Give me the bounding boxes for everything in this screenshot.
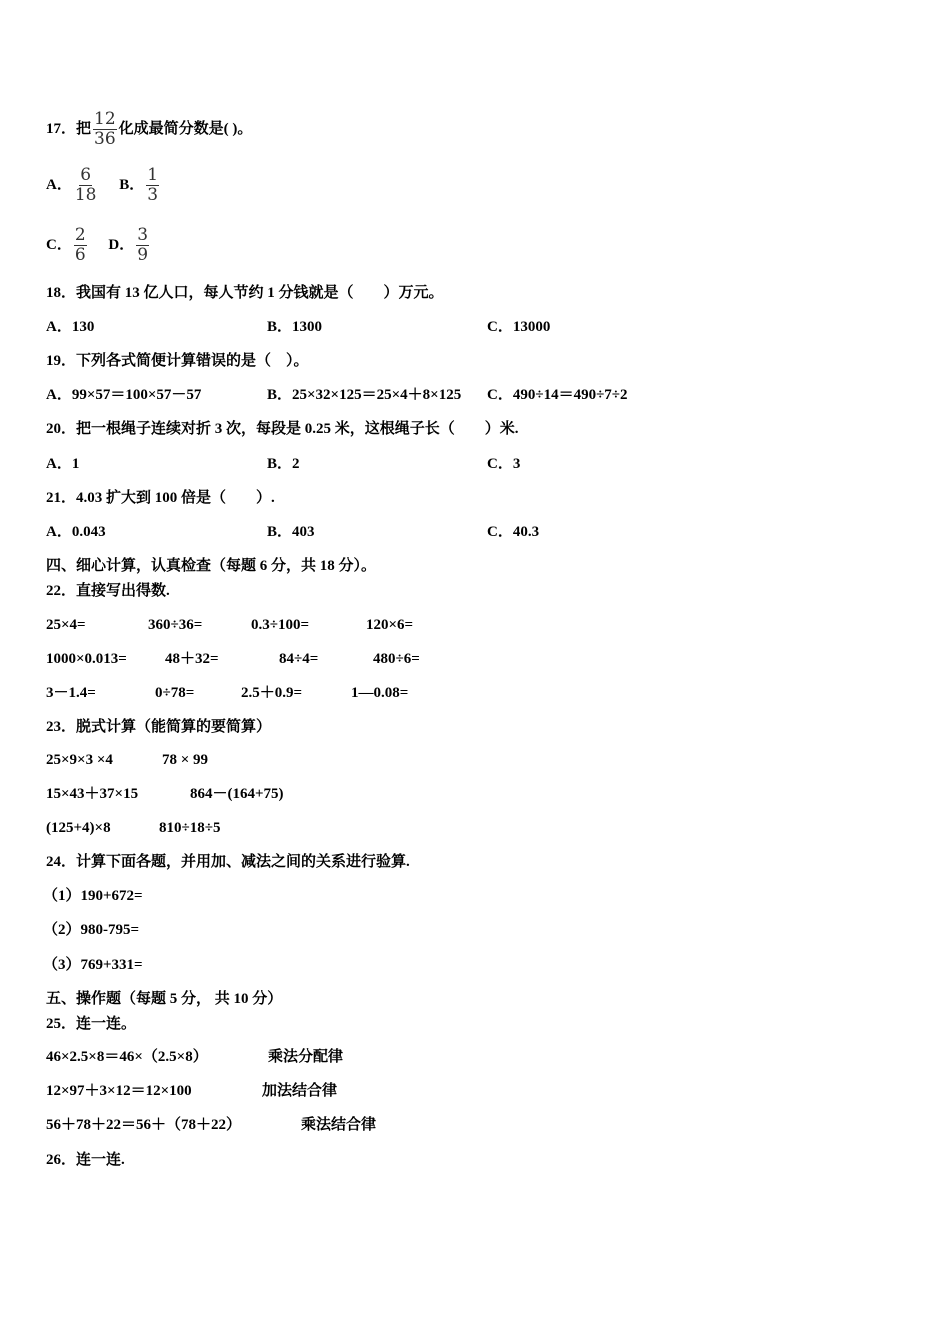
q25-right-law[interactable]: 乘法结合律 <box>301 1117 377 1133</box>
q23-expression: 864－(164+75) <box>190 786 284 802</box>
q22-expression: 1000×0.013= <box>46 651 127 667</box>
q17-option-d-fraction: $\frac{3}{9}$ <box>137 225 149 265</box>
q19-option-a[interactable]: A．99×57＝100×57－57 <box>46 387 202 403</box>
q24-item-2: （2）980-795= <box>43 922 140 938</box>
q22-expression: 1—0.08= <box>351 685 409 701</box>
q25-right-law[interactable]: 乘法分配律 <box>268 1049 344 1065</box>
question-22-stem: 22．直接写出得数. <box>46 583 170 599</box>
q21-option-c[interactable]: C．40.3 <box>487 524 540 540</box>
q17-option-a-fraction: $\frac{6}{18}$ <box>74 165 97 205</box>
q22-expression: 84÷4= <box>279 651 319 667</box>
section-5-heading: 五、操作题（每题 5 分， 共 10 分） <box>46 991 283 1007</box>
q17-prefix: 17．把 <box>46 120 92 137</box>
q17-options-row-1 <box>46 166 161 205</box>
question-24-stem: 24．计算下面各题，并用加、减法之间的关系进行验算. <box>46 854 410 870</box>
q25-right-law[interactable]: 加法结合律 <box>262 1083 338 1099</box>
q19-option-b[interactable]: B．25×32×125＝25×4＋8×125 <box>267 387 462 403</box>
q21-option-b[interactable]: B．403 <box>267 524 315 540</box>
q24-item-3: （3）769+331= <box>43 957 143 973</box>
q17-option-c-fraction: $\frac{2}{6}$ <box>74 225 86 265</box>
q23-expression: 15×43＋37×15 <box>46 786 139 802</box>
q23-expression: 810÷18÷5 <box>159 820 221 836</box>
q25-left-expression[interactable]: 56＋78＋22＝56＋（78＋22） <box>46 1117 242 1133</box>
q18-option-b[interactable]: B．1300 <box>267 319 323 335</box>
q22-expression: 480÷6= <box>373 651 420 667</box>
question-25-stem: 25．连一连。 <box>46 1016 137 1032</box>
q20-option-a[interactable]: A．1 <box>46 456 80 472</box>
q17-option-b[interactable]: B． $\frac{1}{3}$ <box>119 165 159 205</box>
q25-left-expression[interactable]: 12×97＋3×12＝12×100 <box>46 1083 192 1099</box>
question-23-stem: 23．脱式计算（能简算的要简算） <box>46 719 272 735</box>
q17-option-d[interactable]: D． $\frac{3}{9}$ <box>108 225 149 265</box>
question-17-stem <box>46 110 252 149</box>
q17-suffix: 化成最简分数是( )。 <box>118 120 253 137</box>
question-26-stem: 26．连一连. <box>46 1152 125 1168</box>
q22-expression: 120×6= <box>366 617 414 633</box>
q18-option-a[interactable]: A．130 <box>46 319 95 335</box>
q17-fraction: $\frac{12}{36}$ <box>94 109 116 149</box>
q22-expression: 25×4= <box>46 617 86 633</box>
question-21-stem: 21．4.03 扩大到 100 倍是（ ）. <box>46 490 275 506</box>
q20-option-c[interactable]: C．3 <box>487 456 521 472</box>
q25-left-expression[interactable]: 46×2.5×8＝46×（2.5×8） <box>46 1049 208 1065</box>
q22-expression: 0÷78= <box>155 685 195 701</box>
q23-expression: (125+4)×8 <box>46 820 111 836</box>
q22-expression: 3－1.4= <box>46 685 96 701</box>
q21-option-a[interactable]: A．0.043 <box>46 524 106 540</box>
q22-expression: 2.5＋0.9= <box>241 685 303 701</box>
q18-option-c[interactable]: C．13000 <box>487 319 551 335</box>
question-19-stem: 19．下列各式简便计算错误的是（ ）。 <box>46 353 309 369</box>
q17-option-b-fraction: $\frac{1}{3}$ <box>147 165 159 205</box>
q17-options-row-2 <box>46 226 151 265</box>
q23-expression: 25×9×3 ×4 <box>46 752 113 768</box>
q23-expression: 78 × 99 <box>162 752 209 768</box>
question-20-stem: 20．把一根绳子连续对折 3 次，每段是 0.25 米，这根绳子长（ ）米. <box>46 421 519 437</box>
q17-option-c[interactable]: C． $\frac{2}{6}$ <box>46 225 86 265</box>
q19-option-c[interactable]: C．490÷14＝490÷7÷2 <box>487 387 628 403</box>
q20-option-b[interactable]: B．2 <box>267 456 300 472</box>
q22-expression: 0.3÷100= <box>251 617 310 633</box>
q22-expression: 360÷36= <box>148 617 203 633</box>
question-18-stem: 18．我国有 13 亿人口，每人节约 1 分钱就是（ ）万元。 <box>46 285 444 301</box>
q22-expression: 48＋32= <box>165 651 219 667</box>
q24-item-1: （1）190+672= <box>43 888 143 904</box>
section-4-heading: 四、细心计算，认真检查（每题 6 分，共 18 分）。 <box>46 558 377 574</box>
q17-option-a[interactable]: A． $\frac{6}{18}$ <box>46 165 97 205</box>
